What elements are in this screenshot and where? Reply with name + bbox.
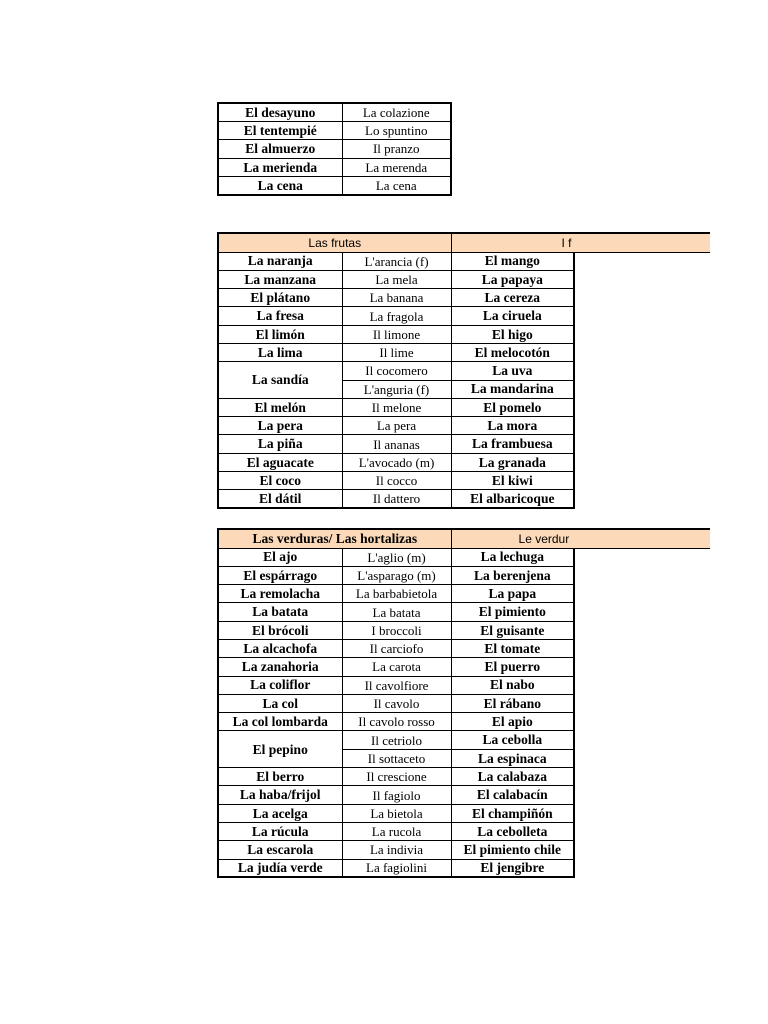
table-row [218,676,710,694]
it-cell: Il ananas [342,435,451,453]
it-cell: Il crescione [342,768,451,786]
table-row [218,731,710,749]
it-cell: La fagiolini [342,859,451,877]
es-cell: El dátil [218,490,342,508]
es2-cell: La cebolla [451,731,574,749]
es2-cell: El melocotón [451,343,574,361]
it-cell: Il fagiolo [342,786,451,804]
es-cell: La rúcula [218,822,342,840]
it-cell: La barbabietola [342,585,451,603]
it-cell: Il cavolo rosso [342,713,451,731]
es-cell: El plátano [218,289,342,307]
es2-cell: El higo [451,325,574,343]
es-cell: El coco [218,472,342,490]
it-cell: L'asparago (m) [342,566,451,584]
vegetables-table [217,528,710,878]
es2-cell: El kiwi [451,472,574,490]
es2-cell: El jengibre [451,859,574,877]
meal-es-cell: El desayuno [218,103,342,121]
es2-cell: La frambuesa [451,435,574,453]
fruits-table [217,232,710,509]
es2-cell: La lechuga [451,548,574,566]
table-row [218,121,451,139]
es2-cell: El champiñón [451,804,574,822]
es-cell: La judía verde [218,859,342,877]
es2-cell: La ciruela [451,307,574,325]
it-cell: Il cocco [342,472,451,490]
table-row [218,453,710,471]
es2-cell: La cebolleta [451,822,574,840]
es-cell: La pera [218,417,342,435]
es-cell: La acelga [218,804,342,822]
it-cell: La rucola [342,822,451,840]
es-cell: El ajo [218,548,342,566]
table-row [218,472,710,490]
es2-cell: El calabacín [451,786,574,804]
es-cell: La batata [218,603,342,621]
es2-cell: La espinaca [451,749,574,767]
meals-table [217,102,452,196]
table-row [218,786,710,804]
table-row [218,362,710,380]
fruits-header-it: I f [451,233,710,252]
table-row [218,603,710,621]
es2-cell: El albaricoque [451,490,574,508]
meal-it-cell: La cena [342,177,451,195]
table-row [218,435,710,453]
es2-cell: La mandarina [451,380,574,398]
it-cell: La bietola [342,804,451,822]
table-row [218,417,710,435]
it-cell: Il cavolo [342,694,451,712]
table-row [218,658,710,676]
es-cell: La manzana [218,270,342,288]
es2-cell: El pimiento [451,603,574,621]
it-cell: La batata [342,603,451,621]
table-row [218,804,710,822]
it-cell: Il lime [342,343,451,361]
meal-es-cell: El almuerzo [218,140,342,158]
es-cell: La alcachofa [218,639,342,657]
vegetables-table-body [218,548,710,877]
it-cell: La indivia [342,841,451,859]
it-cell: Il limone [342,325,451,343]
es-cell: La coliflor [218,676,342,694]
es-cell: El limón [218,325,342,343]
table-row [218,140,451,158]
table-row [218,621,710,639]
es-cell: La remolacha [218,585,342,603]
it-cell: Il dattero [342,490,451,508]
es2-cell: La papaya [451,270,574,288]
es2-cell: El guisante [451,621,574,639]
es2-cell: El nabo [451,676,574,694]
it-cell: Il cocomero [342,362,451,380]
es-cell: La piña [218,435,342,453]
table-row [218,566,710,584]
meal-it-cell: La merenda [342,158,451,176]
it-cell: Il cavolfiore [342,676,451,694]
es-cell: El melón [218,398,342,416]
es2-cell: La uva [451,362,574,380]
it-cell: L'anguria (f) [342,380,451,398]
es2-cell: La berenjena [451,566,574,584]
table-row [218,713,710,731]
es-cell: El espárrago [218,566,342,584]
it-cell: L'arancia (f) [342,252,451,270]
table-row [218,639,710,657]
es-cell: La sandía [218,362,342,399]
meals-table-body [218,103,451,195]
es-cell: El pepino [218,731,342,768]
es2-cell: La granada [451,453,574,471]
it-cell: Il cetriolo [342,731,451,749]
table-row [218,158,451,176]
table-row [218,694,710,712]
table-row [218,252,710,270]
fruits-header-row [218,233,710,252]
table-row [218,490,710,508]
it-cell: La banana [342,289,451,307]
table-row [218,859,710,877]
es2-cell: El apio [451,713,574,731]
table-row [218,398,710,416]
it-cell: Il melone [342,398,451,416]
meal-it-cell: La colazione [342,103,451,121]
table-row [218,103,451,121]
it-cell: La fragola [342,307,451,325]
es-cell: La escarola [218,841,342,859]
es2-cell: El pimiento chile [451,841,574,859]
es2-cell: La mora [451,417,574,435]
es-cell: La zanahoria [218,658,342,676]
vegetables-header-it: Le verdur [451,529,710,548]
meal-es-cell: La cena [218,177,342,195]
it-cell: Il carciofo [342,639,451,657]
es2-cell: El pomelo [451,398,574,416]
es2-cell: La papa [451,585,574,603]
fruits-table-body [218,252,710,508]
it-cell: La mela [342,270,451,288]
table-row [218,548,710,566]
vegetables-header-row [218,529,710,548]
es-cell: La col [218,694,342,712]
it-cell: L'avocado (m) [342,453,451,471]
it-cell: L'aglio (m) [342,548,451,566]
table-row [218,822,710,840]
es-cell: El aguacate [218,453,342,471]
meal-it-cell: Lo spuntino [342,121,451,139]
es-cell: La lima [218,343,342,361]
es2-cell: El rábano [451,694,574,712]
es2-cell: El puerro [451,658,574,676]
it-cell: Il sottaceto [342,749,451,767]
table-row [218,307,710,325]
es2-cell: El mango [451,252,574,270]
es-cell: El berro [218,768,342,786]
es-cell: La haba/frijol [218,786,342,804]
es-cell: La naranja [218,252,342,270]
es-cell: La col lombarda [218,713,342,731]
it-cell: La pera [342,417,451,435]
vegetables-header-es: Las verduras/ Las hortalizas [218,529,451,548]
table-row [218,343,710,361]
es2-cell: La cereza [451,289,574,307]
meal-it-cell: Il pranzo [342,140,451,158]
meal-es-cell: El tentempié [218,121,342,139]
table-row [218,270,710,288]
fruits-header-es: Las frutas [218,233,451,252]
it-cell: I broccoli [342,621,451,639]
es2-cell: El tomate [451,639,574,657]
es-cell: El brócoli [218,621,342,639]
table-row [218,841,710,859]
table-row [218,325,710,343]
table-row [218,768,710,786]
meal-es-cell: La merienda [218,158,342,176]
table-row [218,585,710,603]
table-row [218,289,710,307]
es-cell: La fresa [218,307,342,325]
table-row [218,177,451,195]
it-cell: La carota [342,658,451,676]
es2-cell: La calabaza [451,768,574,786]
